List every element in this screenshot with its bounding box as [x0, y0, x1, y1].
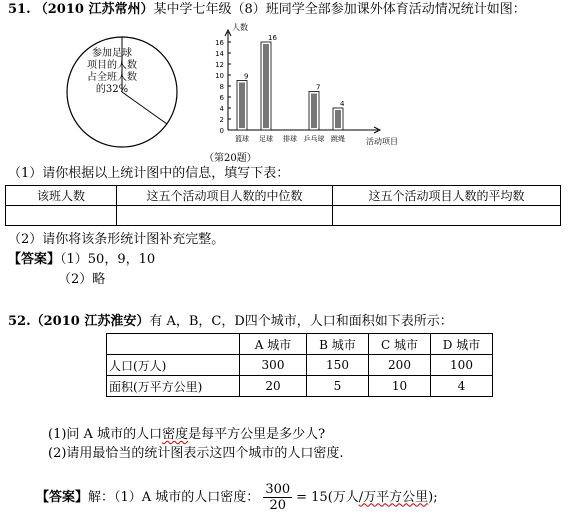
fraction: $\frac{300}{20}$	[265, 482, 291, 513]
q52-part1: (1)问 A 城市的人口密度是每平方公里是多少人?	[48, 427, 326, 442]
q52-source: （2010 江苏淮安）	[30, 314, 150, 329]
pie-label: 参加足球 项目的人数 占全班人数 的32%	[87, 48, 137, 95]
q52-col-c: C 城市	[369, 334, 431, 355]
q51-number: 51.	[8, 2, 31, 17]
bar-fill-篮球	[239, 83, 245, 129]
q51-answer2: （2）略	[58, 272, 106, 287]
x-tick-label: 乒乓球	[303, 135, 325, 143]
x-tick-label: 排球	[283, 135, 297, 143]
q52-col-a: A 城市	[240, 334, 307, 355]
data-label: 16	[268, 34, 277, 42]
x-tick-label: 足球	[259, 135, 273, 143]
q51-table	[5, 185, 561, 226]
q52-col-d: D 城市	[431, 334, 493, 355]
data-label: 9	[244, 72, 249, 81]
q51-answer1: 【答案】（1）50，9，10	[8, 252, 156, 267]
q51-part2: （2）请你将该条形统计图补充完整。	[8, 232, 225, 247]
bar-fill-跳绳	[335, 110, 341, 128]
bar-fill-足球	[263, 44, 269, 128]
y-tick-label: 10	[215, 72, 224, 80]
x-axis-label: 活动项目	[366, 137, 398, 146]
bar-chart	[200, 18, 420, 158]
q51-table-cell	[333, 206, 561, 226]
q51-table-cell	[117, 206, 333, 226]
y-tick-label: 6	[219, 94, 224, 102]
y-tick-label: 16	[215, 39, 224, 47]
data-label: 4	[340, 100, 345, 108]
x-tick-label: 跳绳	[331, 135, 345, 143]
y-tick-label: 0	[219, 127, 224, 135]
table-row: 面积(万平方公里) 20 5 10 4	[107, 376, 493, 397]
y-tick-label: 8	[219, 83, 224, 91]
bar-fill-乒乓球	[311, 94, 317, 129]
q52-number: 52.	[8, 314, 31, 329]
q52-table	[106, 333, 493, 397]
y-tick-label: 2	[219, 116, 224, 124]
q51-table-header-2: 这五个活动项目人数的中位数	[117, 186, 333, 206]
q52-part2: (2)请用最恰当的统计图表示这四个城市的人口密度.	[48, 446, 344, 461]
q52-stem: 有 A，B，C，D四个城市，人口和面积如下表所示：	[149, 314, 453, 329]
q51-stem: 某中学七年级（8）班同学全部参加课外体育活动情况统计如图：	[153, 2, 526, 17]
y-tick-label: 12	[215, 61, 224, 69]
x-tick-label: 篮球	[235, 135, 249, 143]
q51-part1: （1）请你根据以上统计图中的信息，填写下表：	[8, 166, 290, 181]
q52-answer: 【答案】 解：（1）A 城市的人口密度： $\frac{300}{20}$ = 15(万人 /万平方公里 );	[36, 482, 438, 513]
q51-source: （2010 江苏常州）	[34, 2, 154, 17]
q51-table-header-1: 该班人数	[6, 186, 117, 206]
table-row: 人口(万人) 300 150 200 100	[107, 355, 493, 376]
y-axis-label: 人数	[232, 23, 248, 32]
figure-caption: （第20题）	[204, 153, 257, 164]
data-label: 7	[316, 83, 321, 92]
y-tick-label: 4	[219, 105, 224, 113]
q51-heading	[8, 2, 526, 18]
q52-col-b: B 城市	[307, 334, 369, 355]
y-tick-label: 14	[215, 50, 224, 58]
pie-radius-lower	[122, 92, 167, 124]
q52-heading	[8, 314, 453, 330]
q51-table-cell	[6, 206, 117, 226]
q51-table-header-3: 这五个活动项目人数的平均数	[333, 186, 561, 206]
